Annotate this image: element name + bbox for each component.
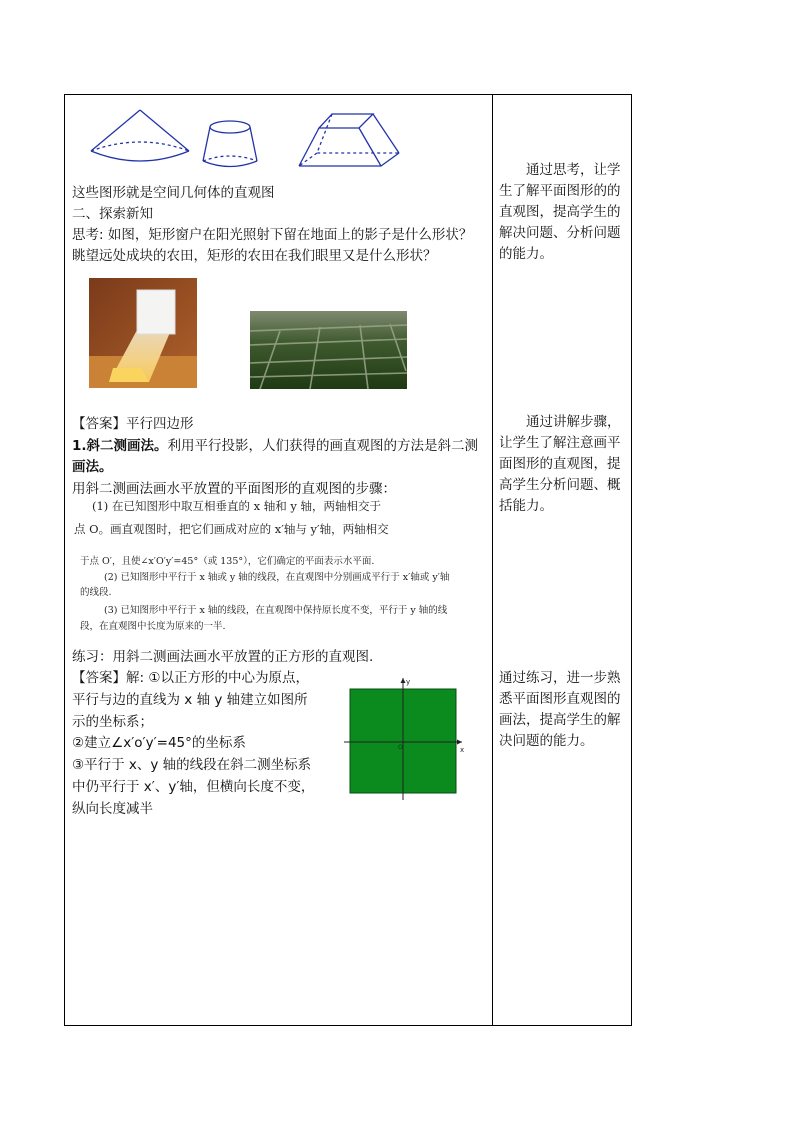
pyramid-frustum-figure (299, 114, 399, 166)
y-axis-label: y (406, 678, 411, 686)
exercise-prompt: 练习：用斜二测画法画水平放置的正方形的直观图. (72, 649, 374, 665)
answer-1: 【答案】平行四边形 (72, 416, 194, 432)
step3-line-1: (3) 已知图形中平行于 x 轴的线段，在直观图中保持原长度不变，平行于 y 轴的线 (104, 605, 448, 616)
step1-line-3: 于点 O′，且使∠x′O′y′=45°（或 135°），它们确定的平面表示水平面. (80, 556, 375, 567)
step2-line-1: (2) 已知图形中平行于 x 轴或 y 轴的线段，在直观图中分别画成平行于 x′轴或 y′轴 (104, 572, 450, 583)
question-line-2: 眺望远处成块的农田，矩形的农田在我们眼里又是什么形状？ (72, 248, 437, 264)
step1-line-2: 点 O。画直观图时，把它们画成对应的 x′轴与 y′轴，两轴相交 (74, 522, 389, 536)
window-shadow-photo (89, 278, 197, 388)
column-divider (492, 95, 493, 1025)
step1-line-1: (1) 在已知图形中取互相垂直的 x 轴和 y 轴，两轴相交于 (92, 499, 382, 513)
method-intro-line-1: 1.斜二测画法。利用平行投影，人们获得的画直观图的方法是斜二测 (72, 438, 479, 454)
exercise-answer-line-7: 纵向长度减半 (72, 801, 153, 817)
exercise-answer-line-5: ③平行于 x、y 轴的线段在斜二测坐标系 (72, 757, 312, 773)
solids-diagram (85, 106, 410, 176)
square-axes-figure (340, 676, 470, 802)
steps-heading: 用斜二测画法画水平放置的平面图形的直观图的步骤： (72, 481, 396, 497)
section-heading: 二、探索新知 (72, 206, 153, 222)
teaching-note-1: 通过思考，让学生了解平面图形的的直观图，提高学生的解决问题、分析问题的能力。 (499, 162, 621, 262)
exercise-answer-line-6: 中仍平行于 x′、y′轴，但横向长度不变， (72, 779, 315, 795)
exercise-answer-line-3: 示的坐标系； (72, 714, 153, 730)
exercise-answer-line-1: 【答案】解: ①以正方形的中心为原点， (72, 670, 309, 686)
teaching-note-2: 通过讲解步骤，让学生了解注意画平面图形的直观图，提高学生分析问题、概括能力。 (499, 414, 621, 514)
question-line-1: 思考: 如图，矩形窗户在阳光照射下留在地面上的影子是什么形状？ (72, 227, 473, 243)
origin-label: O (398, 744, 403, 751)
method-intro-line-2: 画法。 (72, 459, 113, 475)
teaching-note-3: 通过练习，进一步熟悉平面图形直观图的画法，提高学生的解决问题的能力。 (499, 670, 621, 749)
x-axis-label: x (460, 746, 465, 754)
exercise-answer-line-4: ②建立∠x′o′y′=45°的坐标系 (72, 735, 246, 751)
farmland-photo (250, 311, 407, 389)
step3-line-2: 段，在直观图中长度为原来的一半. (80, 621, 226, 632)
frustum-figure (203, 121, 257, 167)
solids-caption: 这些图形就是空间几何体的直观图 (72, 185, 275, 201)
step2-line-2: 的线段. (80, 587, 112, 598)
exercise-answer-line-2: 平行与边的直线为 x 轴 y 轴建立如图所 (72, 692, 308, 708)
cone-figure (91, 110, 189, 161)
